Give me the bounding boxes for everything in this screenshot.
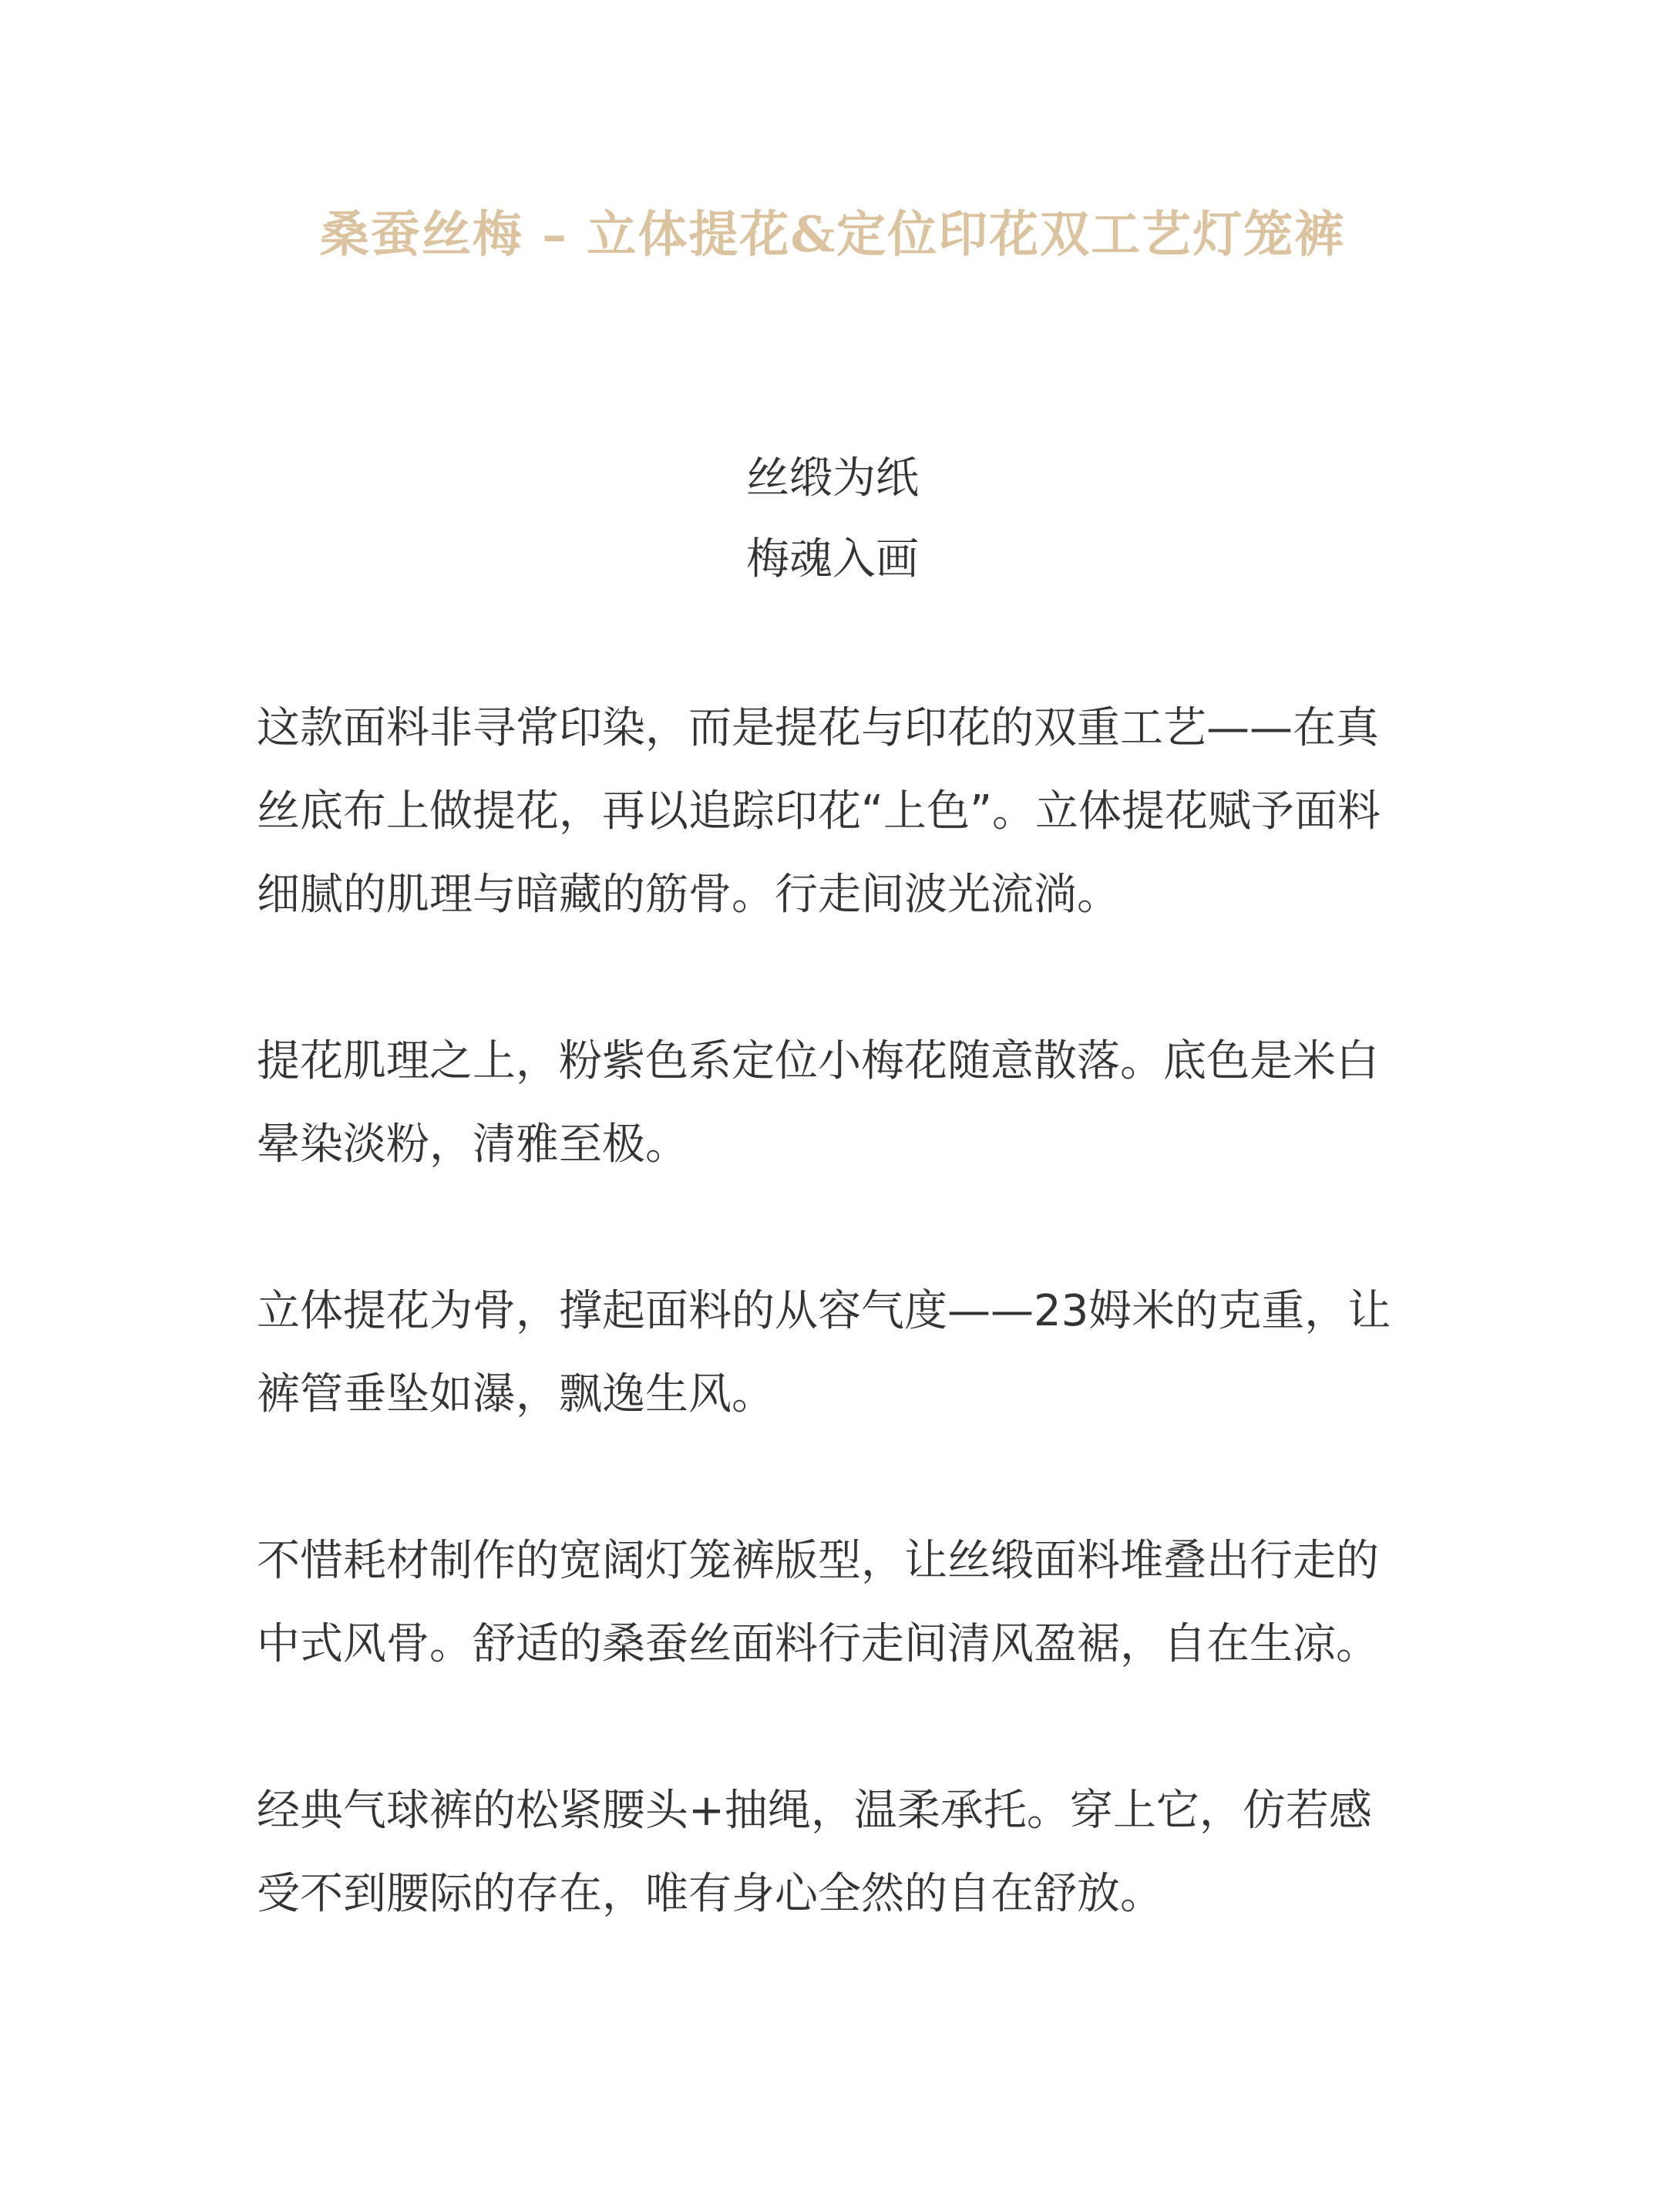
- paragraph-plum-print: 提花肌理之上，粉紫色系定位小梅花随意散落。底色是米白晕染淡粉，清雅至极。: [257, 1036, 1379, 1170]
- intro-line: 丝缎为纸: [746, 453, 919, 503]
- intro-couplet: [0, 438, 1665, 600]
- paragraph-fabric-craft: 这款面料非寻常印染，而是提花与印花的双重工艺——在真丝底布上做提花，再以追踪印花“上色”。立体提花赋予面料细腻的肌理与暗藏的筋骨。行走间波光流淌。: [257, 703, 1381, 920]
- paragraph-fabric-weight: 立体提花为骨，撑起面料的从容气度——23姆米的克重，让裤管垂坠如瀑，飘逸生风。: [257, 1286, 1391, 1419]
- page-title: 桑蚕丝梅 – 立体提花&定位印花双工艺灯笼裤: [319, 205, 1346, 264]
- paragraph-lantern-cut: 不惜耗材制作的宽阔灯笼裤版型，让丝缎面料堆叠出行走的中式风骨。舒适的桑蚕丝面料行走间清风盈裾，自在生凉。: [257, 1536, 1379, 1669]
- intro-line: 梅魂入画: [746, 534, 919, 584]
- description-body: [257, 687, 1413, 1936]
- paragraph-waistband: 经典气球裤的松紧腰头+抽绳，温柔承托。穿上它，仿若感受不到腰际的存在，唯有身心全然的自在舒放。: [257, 1786, 1372, 1919]
